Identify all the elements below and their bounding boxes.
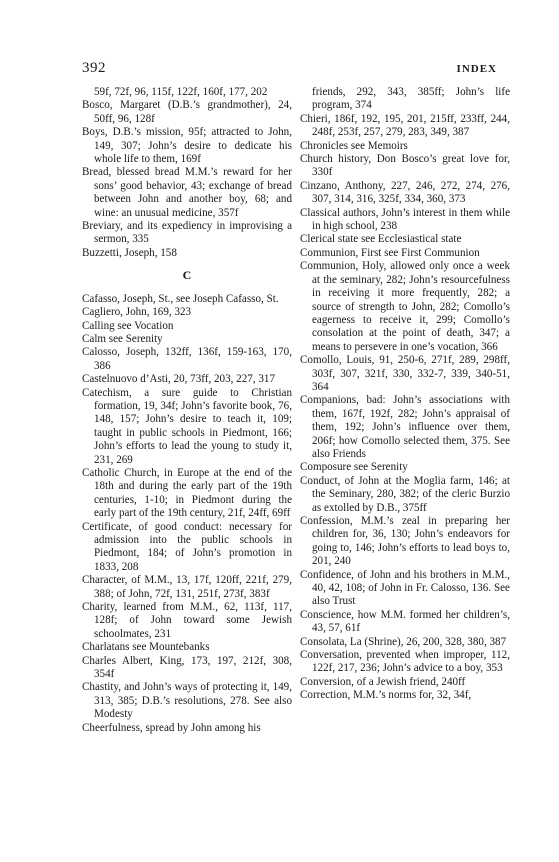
- page-number: 392: [82, 60, 106, 76]
- index-entry: Cafasso, Joseph, St., see Joseph Cafasso, St.: [82, 292, 279, 305]
- index-entry: Confession, M.M.’s zeal in preparing her children for, 36, 130; John’s endeavors for going to, 146; John’s efforts to lead boys to, 201, 240: [300, 515, 510, 568]
- index-entry: Certificate, of good conduct: necessary for admission into the public schools in Piedmont, 184; of John’s promotion in 1833, 208: [82, 520, 292, 573]
- running-head: INDEX: [456, 63, 497, 75]
- index-entry: Character, of M.M., 13, 17f, 120ff, 221f, 279, 388; of John, 72f, 131, 251f, 273f, 383f: [82, 574, 292, 600]
- index-entry: Buzzetti, Joseph, 158: [82, 246, 177, 259]
- index-entry: Breviary, and its expediency in improvising a sermon, 335: [82, 220, 292, 246]
- index-entry: Bosco, Margaret (D.B.’s grandmother), 24, 50ff, 96, 128f: [82, 99, 292, 125]
- index-entries-c: [82, 293, 292, 735]
- index-entry: Charity, learned from M.M., 62, 113f, 117, 128f; of John toward some Jewish schoolmates, 231: [82, 601, 292, 640]
- index-entry: Catholic Church, in Europe at the end of the 18th and during the early part of the 19th centuries, 1-10; in Piedmont during the early part of the 19th century, 21f, 24ff, 69ff: [82, 466, 292, 520]
- index-entry: Calosso, Joseph, 132ff, 136f, 159-163, 170, 386: [82, 346, 292, 372]
- index-entry: Composure see Serenity: [300, 461, 408, 474]
- index-entry: Chastity, and John’s ways of protecting it, 149, 313, 385; D.B.’s resolutions, 278. See also Modesty: [82, 681, 292, 721]
- index-entry: Conversation, prevented when improper, 112, 122f, 217, 236; John’s advice to a boy, 353: [300, 649, 510, 675]
- index-entry: friends, 292, 343, 385ff; John’s life program, 374: [312, 86, 510, 112]
- index-entry: Conversion, of a Jewish friend, 240ff: [300, 675, 466, 688]
- index-right-column: [300, 86, 510, 703]
- index-entry: 59f, 72f, 96, 115f, 122f, 160f, 177, 202: [94, 86, 268, 98]
- index-entry: Castelnuovo d’Asti, 20, 73ff, 203, 227, 317: [82, 373, 276, 386]
- index-entry: Comollo, Louis, 91, 250-6, 271f, 289, 298ff, 303f, 307, 321f, 330, 332-7, 339, 340-51, 364: [300, 354, 510, 393]
- index-entry: Charles Albert, King, 173, 197, 212f, 308, 354f: [82, 654, 292, 681]
- index-entry: Charlatans see Mountebanks: [82, 641, 210, 654]
- index-entry: Consolata, La (Shrine), 26, 200, 328, 380, 387: [300, 635, 507, 648]
- index-entry: Communion, Holy, allowed only once a week at the seminary, 282; John’s resourcefulness in receiving it more frequently, 282; a source of strength to John, 282; Comollo’s eagerness to receive it, 299; Comollo’s consolation at the point of death, 347; a means to persevere in one’s vocation, 366: [300, 260, 510, 353]
- index-entry: Correction, M.M.’s norms for, 32, 34f,: [300, 689, 472, 702]
- index-entries-b: [82, 86, 292, 260]
- index-entry: Bread, blessed bread M.M.’s reward for her sons’ good behavior, 43; exchange of bread between John and another boy, 68; and wine: an unusual medicine, 357f: [82, 166, 292, 219]
- index-entry: Boys, D.B.’s mission, 95f; attracted to John, 149, 307; John’s desire to dedicate his whole life to them, 169f: [82, 126, 292, 166]
- index-entry: Cagliero, John, 169, 323: [82, 306, 192, 319]
- index-left-column: [82, 86, 292, 735]
- index-entry: Cheerfulness, spread by John among his: [82, 721, 261, 734]
- index-entry: Calm see Serenity: [82, 332, 163, 345]
- index-entry: Companions, bad: John’s associations with them, 167f, 192f, 282; John’s appraisal of them, 192; John’s influence over them, 206f; how Comollo selected them, 375. See also Friends: [300, 394, 510, 460]
- index-entry: Catechism, a sure guide to Christian formation, 19, 34f; John’s favorite book, 76, 148, 157; John’s desire to teach it, 109; taught in public schools in Piedmont, 166; John’s efforts to lead the young to study it, 231, 269: [82, 386, 292, 466]
- index-entry: Cinzano, Anthony, 227, 246, 272, 274, 276, 307, 314, 316, 325f, 334, 360, 373: [300, 179, 510, 206]
- index-entry: Church history, Don Bosco’s great love for, 330f: [300, 153, 510, 179]
- index-entry: Classical authors, John’s interest in them while in high school, 238: [300, 206, 510, 233]
- section-letter-c: C: [182, 268, 192, 283]
- index-entries-c-continued: [300, 86, 510, 703]
- index-entry: Conduct, of John at the Moglia farm, 146; at the Seminary, 280, 382; of the cleric Burzio as extolled by D.B., 375ff: [300, 474, 510, 514]
- index-entry: Communion, First see First Communion: [300, 246, 480, 259]
- index-entry: Clerical state see Ecclesiastical state: [300, 233, 462, 246]
- index-entry: Chronicles see Memoirs: [300, 139, 408, 152]
- index-entry: Calling see Vocation: [82, 319, 174, 332]
- index-entry: Confidence, of John and his brothers in M.M., 40, 42, 108; of John in Fr. Calosso, 136. See also Trust: [300, 568, 510, 608]
- index-entry: Conscience, how M.M. formed her children’s, 43, 57, 61f: [300, 608, 510, 635]
- index-entry: Chieri, 186f, 192, 195, 201, 215ff, 233ff, 244, 248f, 253f, 257, 279, 283, 349, 387: [300, 112, 510, 139]
